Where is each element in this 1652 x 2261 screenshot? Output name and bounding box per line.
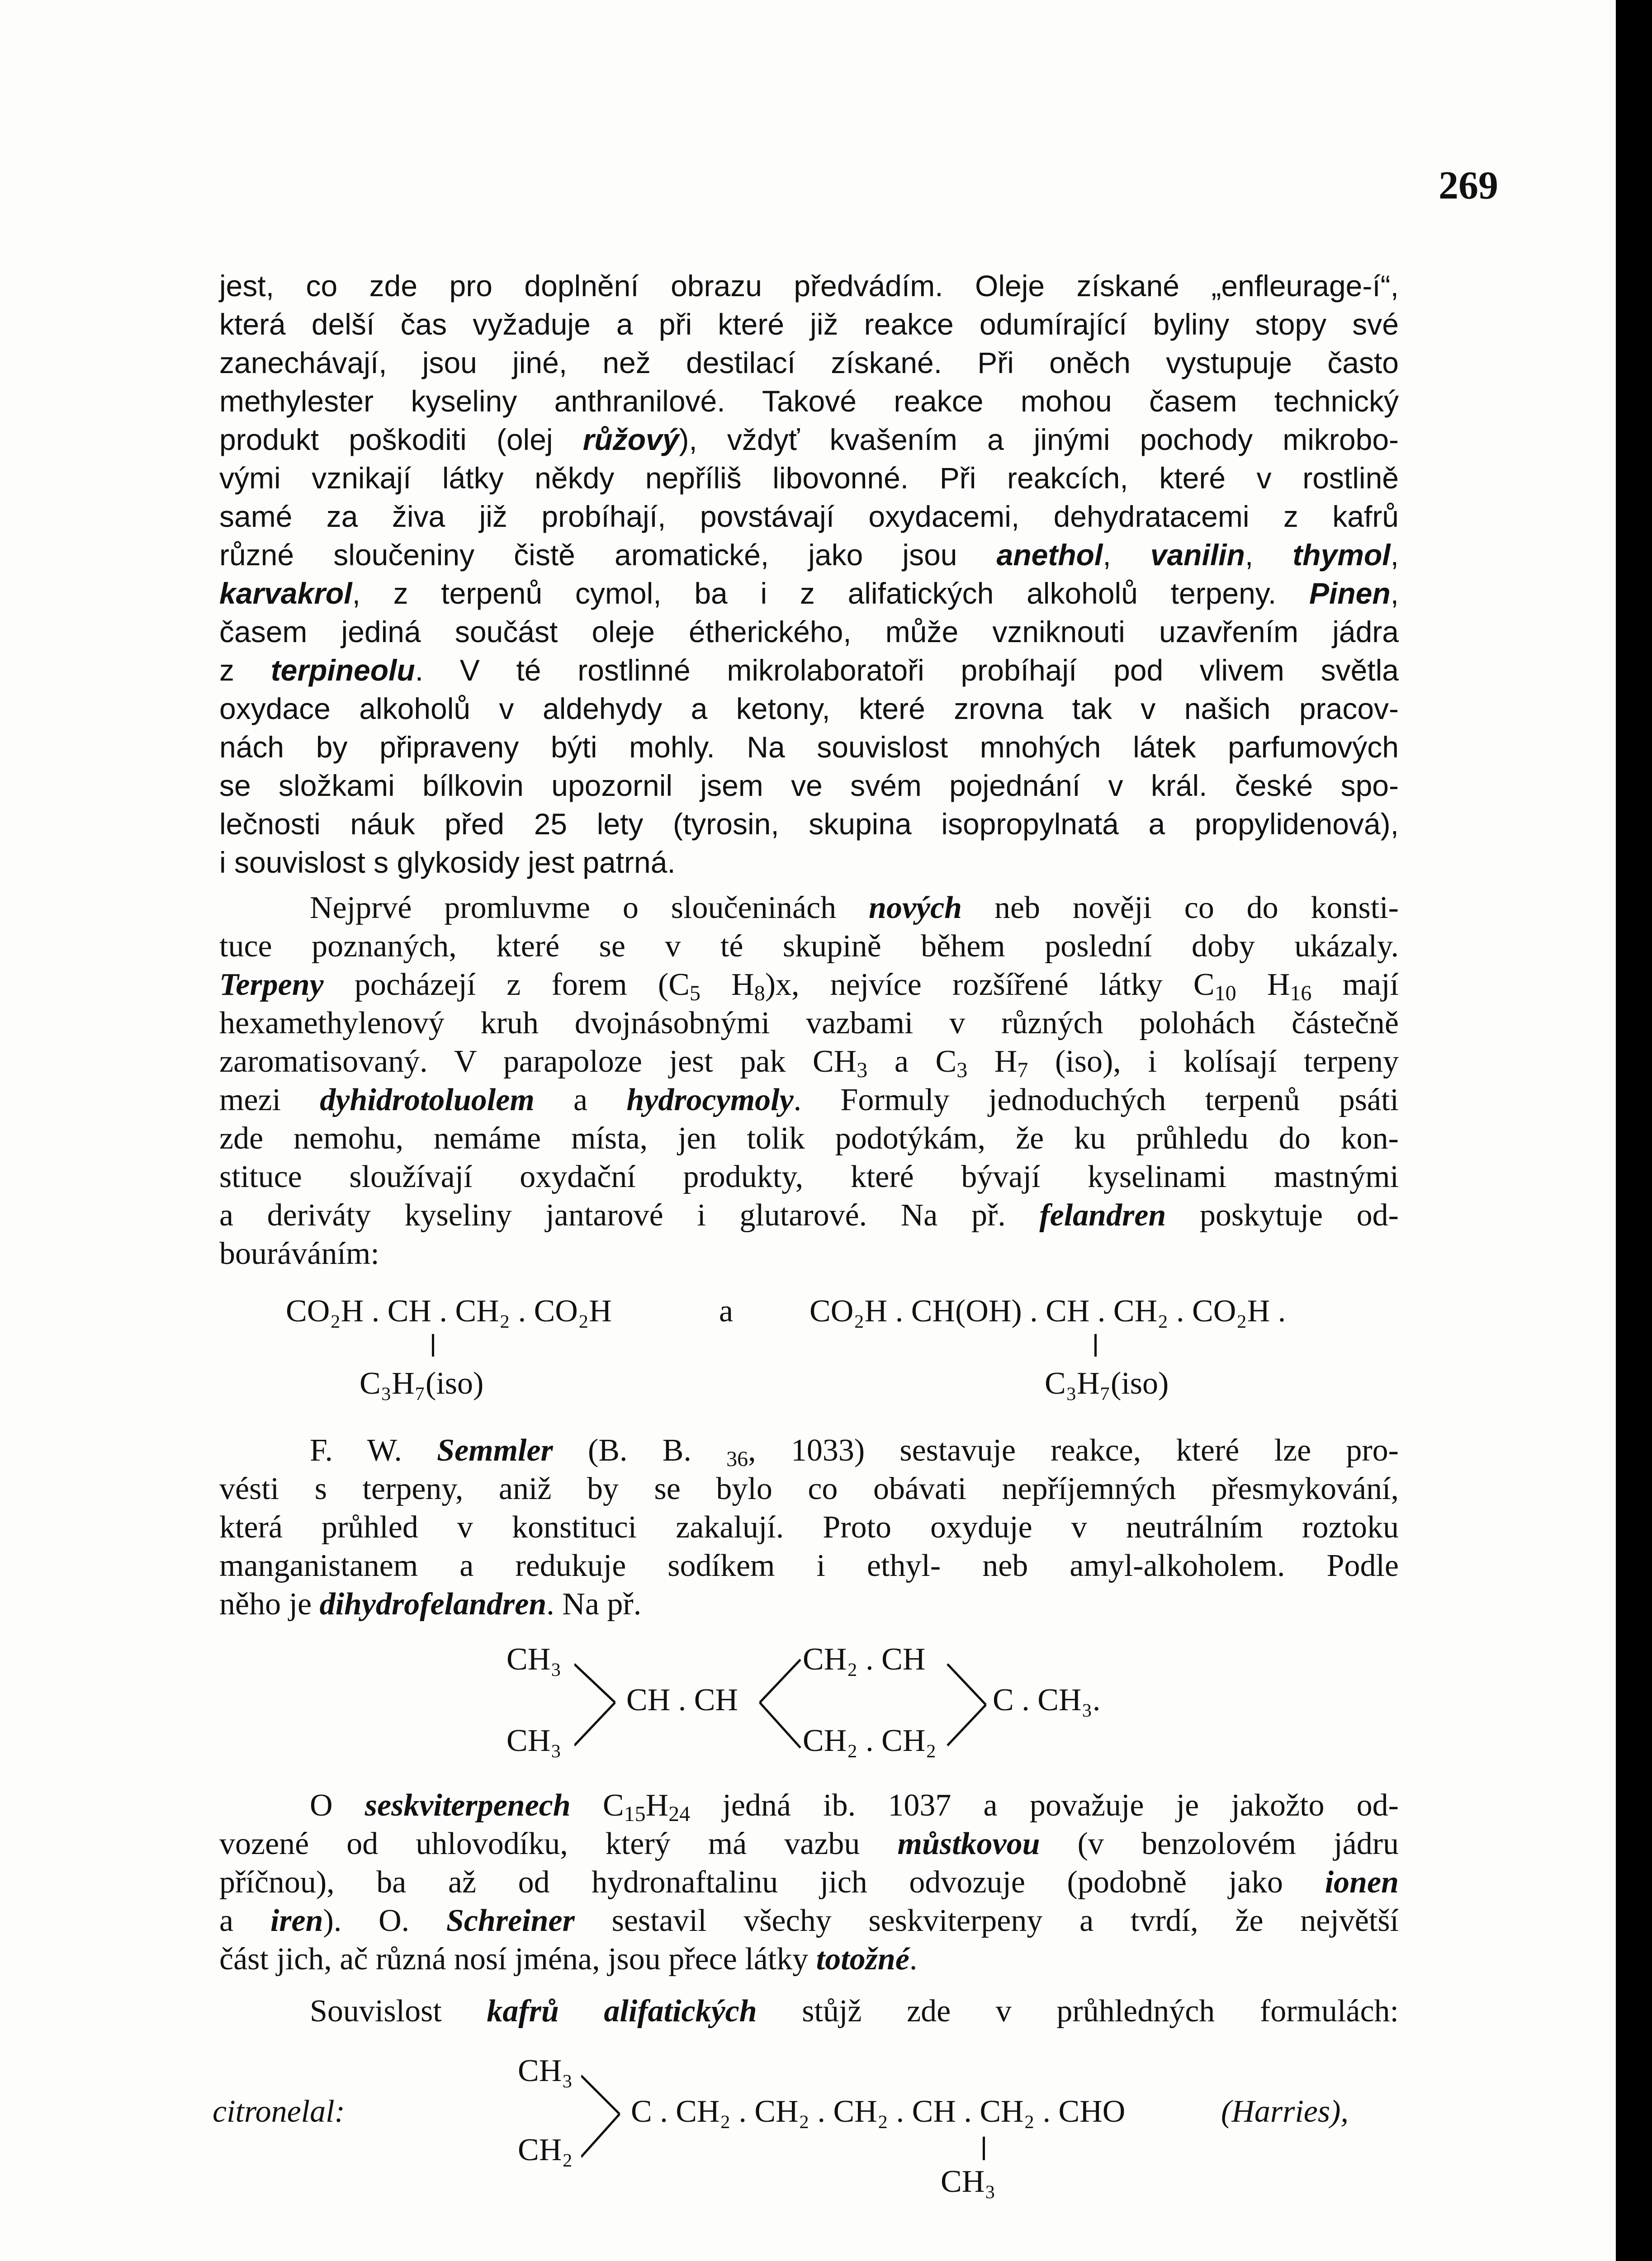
text-segment: zde nemohu, nemáme místa, jen tolik podotýkám, že ku průhledu do kon- [219,1121,1399,1156]
text-segment: vými vznikají látky někdy nepříliš libovonné. Při reakcích, které v rostlině [219,461,1399,495]
subscript: 10 [1214,981,1236,1005]
text-segment: něho je [219,1587,320,1622]
paragraph1-line [219,344,1399,382]
subscript: 3 [857,1058,868,1082]
emphasis: ionen [1325,1865,1399,1900]
paragraph2-line [219,889,1399,927]
paragraph1-line [219,536,1399,574]
text-segment: vozené od uhlovodíku, který má vazbu [219,1826,898,1861]
text-segment: z [219,653,271,687]
paragraph1-line [219,267,1399,305]
emphasis: iren [270,1903,323,1938]
paragraph2-line [219,1158,1399,1196]
emphasis: Terpeny [219,967,324,1002]
paragraph2-line [219,1004,1399,1042]
text-segment: část jich, ač různá nosí jména, jsou přece látky [219,1942,816,1977]
paragraph2-line [219,1081,1399,1119]
emphasis: felandren [1039,1198,1166,1233]
paragraph2-line [219,1119,1399,1158]
text-segment: H [700,967,754,1002]
text-segment: která delší čas vyžaduje a při které již reakce odumírající byliny stopy své [219,307,1399,341]
text-segment: příčnou), ba až od hydronaftalinu jich odvozuje (podobně jako [219,1865,1325,1900]
text-segment: lečnosti náuk před 25 lety (tyrosin, skupina isopropylnatá a propylidenová), [219,807,1399,841]
paragraph4-line [219,1863,1399,1902]
formula-2-bottom-right: CH₂ . CH₂ [803,1723,937,1758]
text-segment: H [645,1788,669,1823]
text-segment: O [310,1788,365,1823]
paragraph-4 [219,1786,1399,1978]
paragraph2-line [219,965,1399,1004]
text-segment: sestavil všechy seskviterpeny a tvrdí, že největší [574,1903,1399,1938]
text-segment: methylester kyseliny anthranilové. Takové reakce mohou časem technický [219,384,1399,418]
formula-3-bond [983,2137,985,2160]
text-segment: pocházejí z forem (C [323,967,690,1002]
text-segment: . V té rostlinné mikrolaboratoři probíhají pod vlivem světla [415,653,1399,687]
text-segment: ). O. [323,1903,446,1938]
text-segment: mají [1311,967,1399,1002]
emphasis: terpineolu [270,653,415,687]
paragraph1-line [219,613,1399,651]
formula-3-top: CH₃ [518,2053,573,2088]
subscript: 8 [754,981,765,1005]
text-segment: zanechávají, jsou jiné, než destilací získané. Při oněch vystupuje často [219,346,1399,379]
text-segment: hexamethylenový kruh dvojnásobnými vazbami v různých polohách částečně [219,1006,1399,1041]
paragraph5-line [219,1992,1399,2030]
subscript: 15 [624,1802,646,1826]
emphasis: nových [869,890,962,925]
paragraph3-line [219,1585,1399,1623]
text-segment: různé sloučeniny čistě aromatické, jako jsou [219,538,997,572]
emphasis: Semmler [437,1433,553,1468]
text-segment: neb nověji co do konsti- [962,890,1399,925]
text-segment: (B. B. [553,1433,727,1468]
text-segment: Souvislost [310,1994,487,2029]
text-segment: jedná ib. 1037 a považuje je jakožto od- [690,1788,1399,1823]
formula-1-left-bond [432,1334,434,1357]
paragraph2-line [219,1196,1399,1235]
text-segment: ), vždyť kvašením a jinými pochody mikrobo- [679,423,1399,456]
paragraph1-line [219,459,1399,497]
formula-1-right-bond [1094,1334,1097,1357]
emphasis: Schreiner [446,1903,575,1938]
text-segment: a [534,1083,627,1117]
paragraph3-line [219,1470,1399,1508]
emphasis: totožné [816,1942,909,1977]
formula-2-top-left: CH₃ [506,1642,562,1677]
text-segment: , [1103,538,1150,572]
paragraph1-line [219,497,1399,536]
paragraph1-line [219,728,1399,766]
emphasis: hydrocymoly [626,1083,794,1117]
formula-2-right-bracket [943,1655,993,1755]
paragraph-5 [219,1992,1399,2030]
text-segment: H [967,1044,1018,1079]
paragraph4-line [219,1902,1399,1940]
page-number: 269 [1439,164,1498,208]
formula-3-bracket [581,2069,626,2164]
formula-3-author: (Harries), [1221,2094,1349,2129]
formula-1-right-sub: C₃H₇(iso) [1045,1366,1169,1401]
paragraph3-line [219,1508,1399,1547]
paragraph1-line [219,382,1399,421]
paragraph-1 [219,267,1399,882]
emphasis: anethol [996,538,1103,572]
text-segment: , [1390,538,1399,572]
subscript: 7 [1017,1058,1028,1082]
formula-2-middle: CH . CH [626,1683,738,1717]
formula-2-bottom-left: CH₃ [506,1723,562,1758]
formula-3-bottom: CH₂ [518,2133,573,2167]
paragraph1-line [219,805,1399,843]
text-segment: manganistanem a redukuje sodíkem i ethyl- neb amyl-alkoholem. Podle [219,1548,1399,1583]
text-segment: . Na př. [546,1587,642,1622]
text-segment: , 1033) sestavuje reakce, které lze pro- [748,1433,1399,1468]
formula-2-end: C . CH₃. [993,1683,1101,1717]
text-segment: bouráváním: [219,1236,379,1271]
text-segment: produkt poškoditi (olej [219,423,583,456]
emphasis: Pinen [1309,577,1391,610]
text-segment: F. W. [310,1433,437,1468]
text-segment: vésti s terpeny, aniž by se bylo co obávati nepříjemných přesmykování, [219,1471,1399,1506]
text-segment: zaromatisovaný. V parapoloze jest pak CH [219,1044,857,1079]
emphasis: kafrů alifatických [487,1994,757,2029]
paragraph3-line [219,1547,1399,1585]
text-segment: a [219,1903,270,1938]
subscript: 24 [668,1802,691,1826]
paragraph1-line [219,690,1399,728]
subscript: 3 [956,1058,968,1082]
text-segment: jest, co zde pro doplnění obrazu předvádím. Oleje získané „enfleurage-í“, [219,269,1399,303]
paragraph3-line [219,1431,1399,1470]
paragraph1-line [219,305,1399,344]
text-segment: . Formuly jednoduchých terpenů psáti [793,1083,1399,1117]
paragraph1-line [219,651,1399,690]
text-segment: , [1390,577,1399,610]
paragraph1-line [219,421,1399,459]
text-segment: , [1245,538,1293,572]
text-segment: (iso), i kolísají terpeny [1028,1044,1399,1079]
text-segment: oxydace alkoholů v aldehydy a ketony, které zrovna tak v našich pracov- [219,692,1399,725]
formula-1-connector: a [719,1294,734,1329]
text-segment: i souvislost s glykosidy jest patrná. [219,846,676,879]
text-segment: H [1236,967,1290,1002]
text-segment: tuce poznaných, které se v té skupině během poslední doby ukázaly. [219,929,1399,964]
paragraph1-line [219,766,1399,805]
emphasis: dihydrofelandren [319,1587,547,1622]
formula-1-left-sub: C₃H₇(iso) [360,1366,484,1401]
formula-2-left-bracket [574,1655,624,1755]
paragraph-3 [219,1431,1399,1623]
text-segment: která průhled v konstituci zakalují. Proto oxyduje v neutrálním roztoku [219,1510,1399,1545]
emphasis: vanilin [1150,538,1245,572]
text-segment: mezi [219,1083,320,1117]
emphasis: dyhidrotoluolem [320,1083,535,1117]
text-segment: se složkami bílkovin upozornil jsem ve svém pojednání v král. české spo- [219,769,1399,802]
subscript: 16 [1290,981,1312,1005]
text-segment: )x, nejvíce rozšířené látky C [765,967,1215,1002]
text-segment: Nejprvé promluvme o sloučeninách [310,890,869,925]
text-segment: časem jediná součást oleje étherického, může vzniknouti uzavřením jádra [219,615,1399,648]
emphasis: thymol [1292,538,1391,572]
formula-1-right-main: CO₂H . CH(OH) . CH . CH₂ . CO₂H . [809,1294,1286,1329]
text-segment: (v benzolovém jádru [1040,1826,1399,1861]
paragraph2-line [219,927,1399,965]
paragraph2-line [219,1235,1399,1273]
text-segment: . [909,1942,918,1977]
subscript: 5 [689,981,701,1005]
formula-3-sub: CH₃ [941,2164,996,2199]
formula-3-chain: C . CH₂ . CH₂ . CH₂ . CH . CH₂ . CHO [631,2094,1126,2129]
emphasis: můstkovou [897,1826,1040,1861]
paragraph-2 [219,889,1399,1273]
emphasis: seskviterpenech [364,1788,571,1823]
text-segment: nách by připraveny býti mohly. Na souvislost mnohých látek parfumových [219,730,1399,764]
text-segment: stůjž zde v průhledných formulách: [757,1994,1399,2029]
text-segment: a deriváty kyseliny jantarové i glutarové. Na př. [219,1198,1040,1233]
text-segment: C [570,1788,624,1823]
text-segment: a C [867,1044,957,1079]
emphasis: růžový [582,423,679,456]
paragraph4-line [219,1940,1399,1978]
emphasis: karvakrol [219,577,352,610]
formula-3-label: citronelal: [213,2094,345,2129]
text-segment: , z terpenů cymol, ba i z alifatických alkoholů terpeny. [352,577,1309,610]
text-segment: samé za živa již probíhají, povstávají oxydacemi, dehydratacemi z kafrů [219,500,1399,533]
formula-1-left-main: CO₂H . CH . CH₂ . CO₂H [286,1294,612,1329]
paragraph2-line [219,1042,1399,1081]
subscript: 36 [726,1447,748,1471]
paragraph1-line [219,843,1399,882]
text-segment: stituce sloužívají oxydační produkty, které bývají kyselinami mastnými [219,1159,1399,1194]
formula-2-top-right: CH₂ . CH [803,1642,926,1677]
paragraph4-line [219,1825,1399,1863]
paragraph1-line [219,574,1399,613]
text-segment: poskytuje od- [1166,1198,1399,1233]
paragraph4-line [219,1786,1399,1825]
formula-2-middle-bracket [755,1655,805,1755]
